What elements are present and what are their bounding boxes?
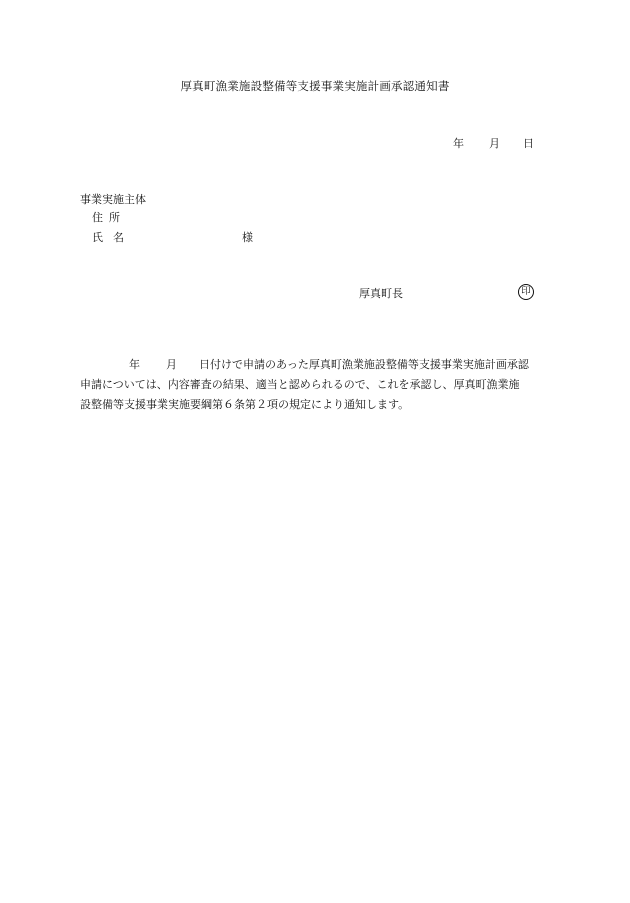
date-year-label: 年 — [453, 137, 464, 150]
document-title: 厚真町漁業施設整備等支援事業実施計画承認通知書 — [180, 79, 450, 93]
date-month-label: 月 — [489, 137, 500, 150]
seal-icon: 印 — [518, 284, 534, 300]
body-line-3: 設整備等支援事業実施要綱第６条第２項の規定により通知します。 — [80, 398, 410, 411]
body-year-label: 年 — [129, 358, 140, 371]
body-line-1-text: 日付けで申請のあった厚真町漁業施設整備等支援事業実施計画承認 — [199, 358, 529, 371]
honorific: 様 — [242, 231, 253, 244]
issuer-name: 厚真町長 — [359, 287, 403, 300]
body-line-2: 申請については、内容審査の結果、適当と認められるので、これを承認し、厚真町漁業施 — [80, 378, 520, 391]
body-paragraph — [80, 355, 550, 415]
name-label-part2: 名 — [113, 231, 124, 244]
body-month-label: 月 — [166, 358, 177, 371]
date-day-label: 日 — [523, 137, 534, 150]
body-line-1 — [80, 355, 550, 375]
address-label-part1: 住 — [92, 211, 103, 224]
addressee-entity: 事業実施主体 — [80, 193, 146, 206]
address-label-part2: 所 — [109, 211, 120, 224]
name-label-part1: 氏 — [92, 231, 103, 244]
